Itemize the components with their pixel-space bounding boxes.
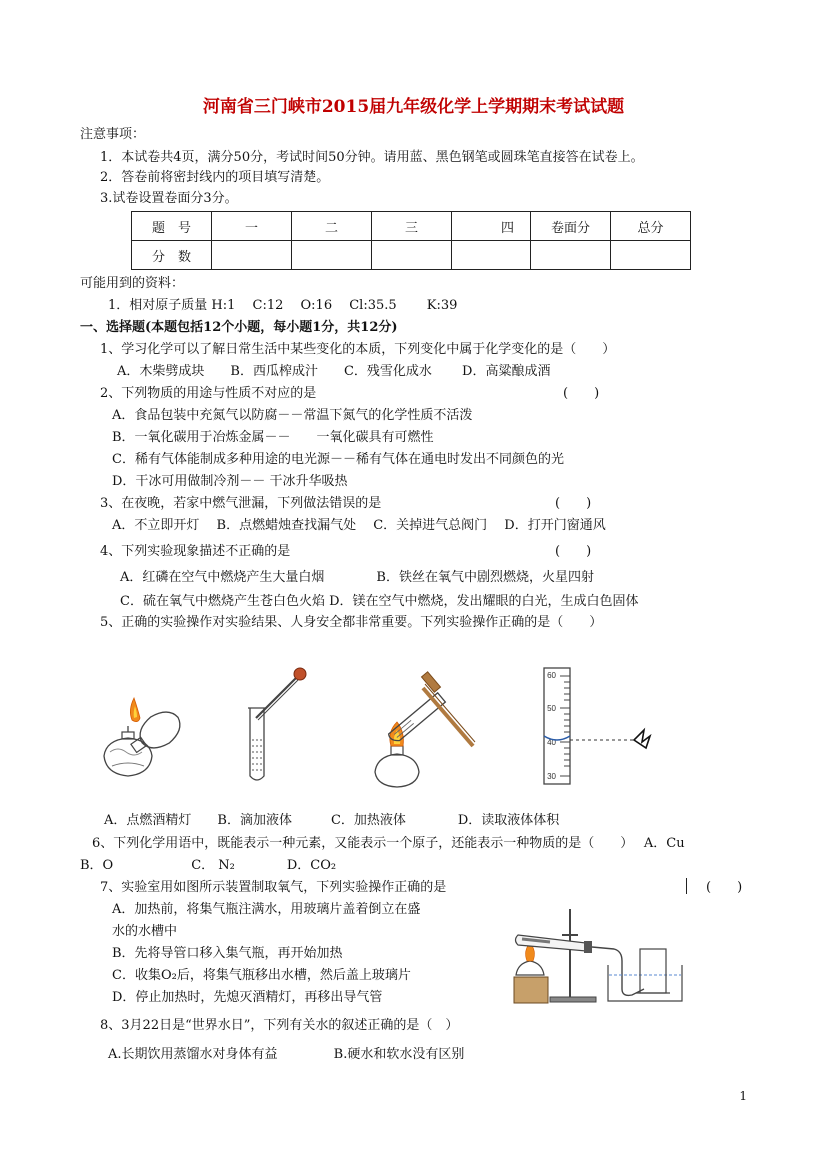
q5-stem: 5、正确的实验操作对实验结果、人身安全都非常重要。下列实验操作正确的是（ ） (100, 615, 603, 630)
score-header-cell: 二 (292, 212, 372, 241)
atomic-mass-line: 1．相对原子质量 H:1 C:12 O:16 Cl:35.5 K:39 (108, 298, 458, 313)
q2-answer-paren: ( ) (563, 386, 600, 401)
q6-stem: 6、下列化学用语中，既能表示一种元素，又能表示一个原子，还能表示一种物质的是（ ） A．Cu (92, 836, 685, 851)
q6-options: B．O C． N₂ D．CO₂ (80, 858, 337, 873)
q7-figure-edge (686, 878, 687, 894)
score-header-cell: 总分 (611, 212, 691, 241)
score-input-cell[interactable] (611, 241, 691, 270)
score-input-cell[interactable] (531, 241, 611, 270)
q3-stem: 3、在夜晚，若家中燃气泄漏，下列做法错误的是 (100, 496, 382, 511)
q8-stem: 8、3月22日是“世界水日”，下列有关水的叙述正确的是（ ） (100, 1018, 459, 1033)
q3-options: A．不立即开灯 B．点燃蜡烛查找漏气处 C．关掉进气总阀门 D．打开门窗通风 (112, 518, 606, 533)
figure-d-reading-cylinder (530, 664, 660, 789)
score-header-cell: 题 号 (132, 212, 212, 241)
figure-c-heating-liquid (365, 660, 480, 790)
score-header-cell: 一 (212, 212, 292, 241)
page-title: 河南省三门峡市2015届九年级化学上学期期末考试试题 (202, 97, 625, 117)
q4-options-ab: A．红磷在空气中燃烧产生大量白烟 B．铁丝在氧气中剧烈燃烧，火星四射 (120, 570, 594, 585)
score-table-header-row (132, 212, 691, 241)
resources-heading: 可能用到的资料： (80, 276, 185, 291)
score-header-cell: 四 (452, 212, 531, 241)
cylinder-tick-label: 40 (547, 738, 556, 747)
q7-answer-paren: ( ) (706, 880, 743, 895)
q7-stem: 7、实验室用如图所示装置制取氧气，下列实验操作正确的是 (100, 880, 447, 895)
q7-option-a-line1: A．加热前，将集气瓶注满水，用玻璃片盖着倒立在盛 (112, 902, 421, 917)
figure-a-lighting-alcohol-lamp (98, 690, 193, 790)
q1-options: A．木柴劈成块 B．西瓜榨成汁 C．残雪化成水 D．高粱酿成酒 (117, 364, 551, 379)
cylinder-tick-label: 60 (547, 671, 556, 680)
score-input-cell[interactable] (212, 241, 292, 270)
q5-options: A．点燃酒精灯 B．滴加液体 C．加热液体 D．读取液体体积 (104, 813, 560, 828)
q2-option-a: A．食品包装中充氮气以防腐－－常温下氮气的化学性质不活泼 (112, 408, 473, 423)
q7-option-d: D．停止加热时，先熄灭酒精灯，再移出导气管 (112, 990, 383, 1005)
score-header-cell: 卷面分 (531, 212, 611, 241)
score-input-cell[interactable] (452, 241, 531, 270)
score-input-cell[interactable] (292, 241, 372, 270)
page-number: 1 (739, 1089, 747, 1103)
section-1-heading: 一、选择题(本题包括12个小题，每小题1分，共12分) (80, 320, 398, 335)
notice-item-3: 3.试卷设置卷面分3分。 (100, 191, 238, 206)
cylinder-tick-label: 50 (547, 704, 556, 713)
q3-answer-paren: ( ) (555, 496, 592, 511)
figure-oxygen-apparatus (510, 905, 685, 1005)
score-header-cell: 三 (372, 212, 452, 241)
q4-stem: 4、下列实验现象描述不正确的是 (100, 544, 291, 559)
score-input-cell[interactable] (372, 241, 452, 270)
q4-options-cd: C．硫在氧气中燃烧产生苍白色火焰 D．镁在空气中燃烧，发出耀眼的白光，生成白色固体 (120, 594, 639, 609)
q2-option-d: D．干冰可用做制冷剂－－ 干冰升华吸热 (112, 474, 348, 489)
q4-answer-paren: ( ) (555, 544, 592, 559)
notice-item-1: 1．本试卷共4页，满分50分，考试时间50分钟。请用蓝、黑色钢笔或圆珠笔直接答在试卷上。 (100, 150, 644, 165)
notice-heading: 注意事项： (80, 127, 146, 142)
score-table-score-row (132, 241, 691, 270)
q1-stem: 1、学习化学可以了解日常生活中某些变化的本质，下列变化中属于化学变化的是（ ） (100, 342, 616, 357)
q7-option-b: B．先将导管口移入集气瓶，再开始加热 (112, 946, 343, 961)
q7-option-a-line2: 水的水槽中 (112, 924, 178, 939)
score-row-label: 分 数 (132, 241, 212, 270)
q2-stem: 2、下列物质的用途与性质不对应的是 (100, 386, 317, 401)
figure-b-dropper-test-tube (240, 660, 320, 785)
score-table (131, 211, 691, 270)
q2-option-c: C．稀有气体能制成多种用途的电光源－－稀有气体在通电时发出不同颜色的光 (112, 452, 564, 467)
q7-option-c: C．收集O₂后，将集气瓶移出水槽，然后盖上玻璃片 (112, 968, 411, 983)
cylinder-tick-label: 30 (547, 772, 556, 781)
q8-options: A.长期饮用蒸馏水对身体有益 B.硬水和软水没有区别 (108, 1047, 465, 1062)
q2-option-b: B．一氧化碳用于冶炼金属－－ 一氧化碳具有可燃性 (112, 430, 434, 445)
notice-item-2: 2．答卷前将密封线内的项目填写清楚。 (100, 170, 330, 185)
